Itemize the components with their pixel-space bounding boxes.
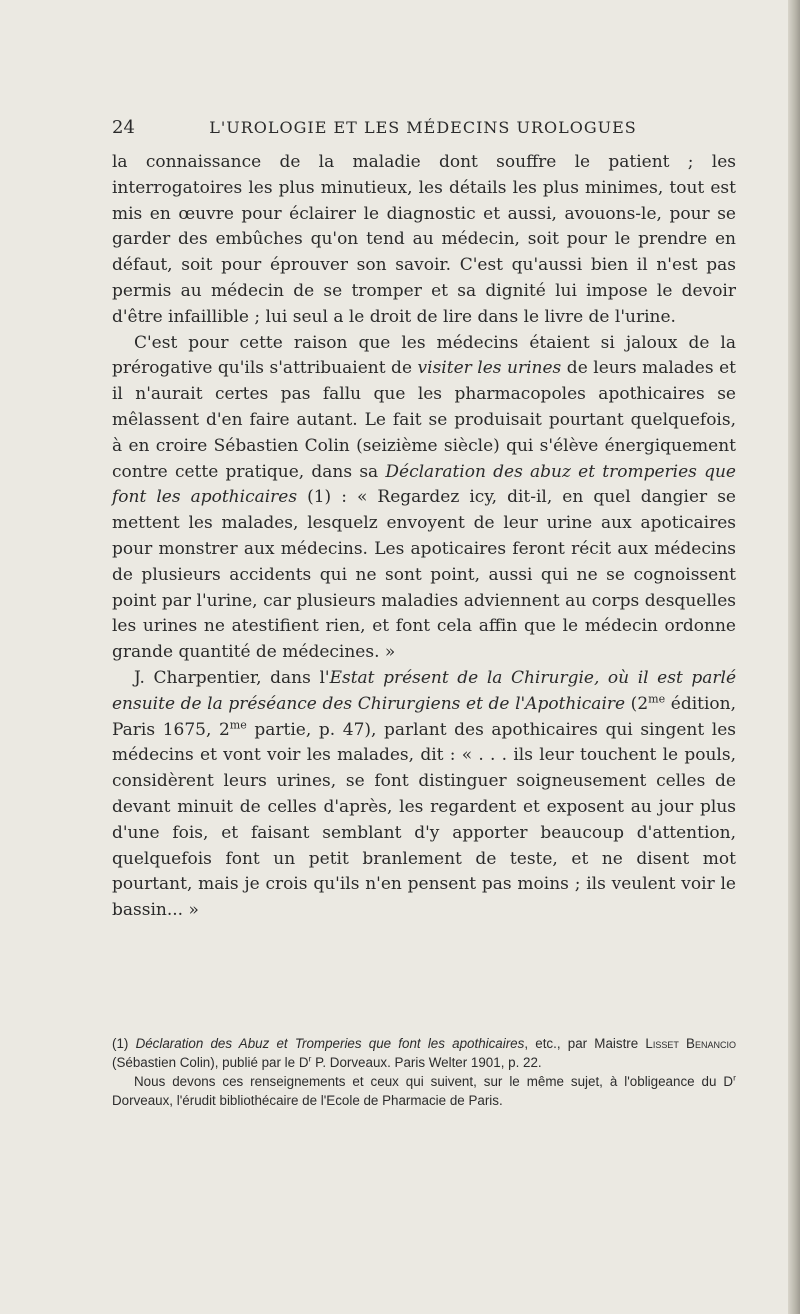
p2-text-a: C'est pour cette raison que les médecins étaient si jaloux de la prérogative qu'ils s'attribuaient de [112, 332, 736, 379]
p2-italic-visiter: visiter les urines [417, 358, 562, 379]
p2-text-e: (1) : « Regardez icy, dit-il, en quel dangier se mettent les malades, lesquelz envoyent de leur urine aux apoticaires pour monstrer aux médecins. Les apoticaires feront récit aux médecins de plusieurs accidents qui ne sont point, aussi qui ne se cognoissent point par l'urine, car plusieurs maladies adviennent au corps desquelles les urines ne atestifient rien, et font cela affin que le médecin ordonne grande quantité de médecines. » [112, 487, 736, 663]
fn1-text-f: P. Dorveaux. Paris Welter 1901, p. 22. [311, 1055, 542, 1070]
footnote-2 [112, 1072, 736, 1110]
fn1-text-c: , etc., par Maistre [524, 1036, 646, 1051]
p3-sup-2: me [229, 717, 247, 731]
main-text [112, 150, 736, 924]
paragraph-2 [112, 331, 736, 666]
paragraph-1: la connaissance de la maladie dont souffre le patient ; les interrogatoires les plus minutieux, les détails les plus minimes, tout est mis en œuvre pour éclairer le diagnostic et aussi, avouons-le, pour se garder des embûches qu'on tend au médecin, soit pour le prendre en défaut, soit pour éprouver son savoir. C'est qu'aussi bien il n'est pas permis au médecin de se tromper et sa dignité lui impose le devoir d'être infaillible ; lui seul a le droit de lire dans le livre de l'urine. [112, 152, 736, 327]
paragraph-3 [112, 666, 736, 924]
page-number: 24 [112, 117, 135, 138]
footnote-1 [112, 1034, 736, 1072]
p3-italic-estat: Estat présent de la Chirurgie, où il est parlé ensuite de la préséance des Chirurgiens et de l'Apothicaire [112, 667, 737, 714]
page-header [112, 116, 734, 140]
p3-text-d: édition, Paris 1675, 2 [112, 693, 737, 740]
fn1-italic-title: Déclaration des Abuz et Tromperies que font les apothicaires [135, 1036, 525, 1051]
p3-sup-1: me [648, 692, 666, 706]
p2-text-c: de leurs malades et il n'aurait certes pas fallu que les pharmacopoles apothicaires se mêlassent d'en faire autant. Le fait se produisait pourtant quelquefois, à en croire Sébastien Colin (seizième siècle) qui s'élève énergiquement contre cette pratique, dans sa [112, 358, 737, 482]
fn1-marker: (1) [112, 1036, 136, 1051]
footnotes [112, 1034, 736, 1110]
p3-text-c: (2 [625, 693, 649, 714]
fn1-sup: r [308, 1053, 312, 1064]
fn2-sup: r [733, 1072, 736, 1083]
p2-italic-declaration: Déclaration des abuz et tromperies que font les apothicaires [112, 461, 736, 508]
fn1-text-e: (Sébastien Colin), publié par le D [112, 1055, 309, 1070]
fn2-text-a: Nous devons ces renseignements et ceux qui suivent, sur le même sujet, à l'obligeance du D [134, 1074, 734, 1089]
running-title: L'UROLOGIE ET LES MÉDECINS UROLOGUES [209, 118, 637, 137]
fn2-text-b: Dorveaux, l'érudit bibliothécaire de l'Ecole de Pharmacie de Paris. [112, 1093, 503, 1108]
page-edge [788, 0, 800, 1314]
p3-text-e: partie, p. 47), parlant des apothicaires qui singent les médecins et vont voir les malades, dit : « . . . ils leur touchent le pouls, considèrent leurs urines, se font distinguer soigneusement celles de devant minuit de celles d'après, les regardent et exposent au jour plus d'une fois, et faisant semblant d'y apporter beaucoup d'attention, quelquefois font un petit branlement de teste, et ne disent mot pourtant, mais je crois qu'ils n'en pensent pas moins ; ils veulent voir le bassin... » [112, 719, 736, 921]
p3-text-a: J. Charpentier, dans l' [134, 667, 330, 688]
fn1-author: Lisset Benancio [645, 1036, 736, 1051]
